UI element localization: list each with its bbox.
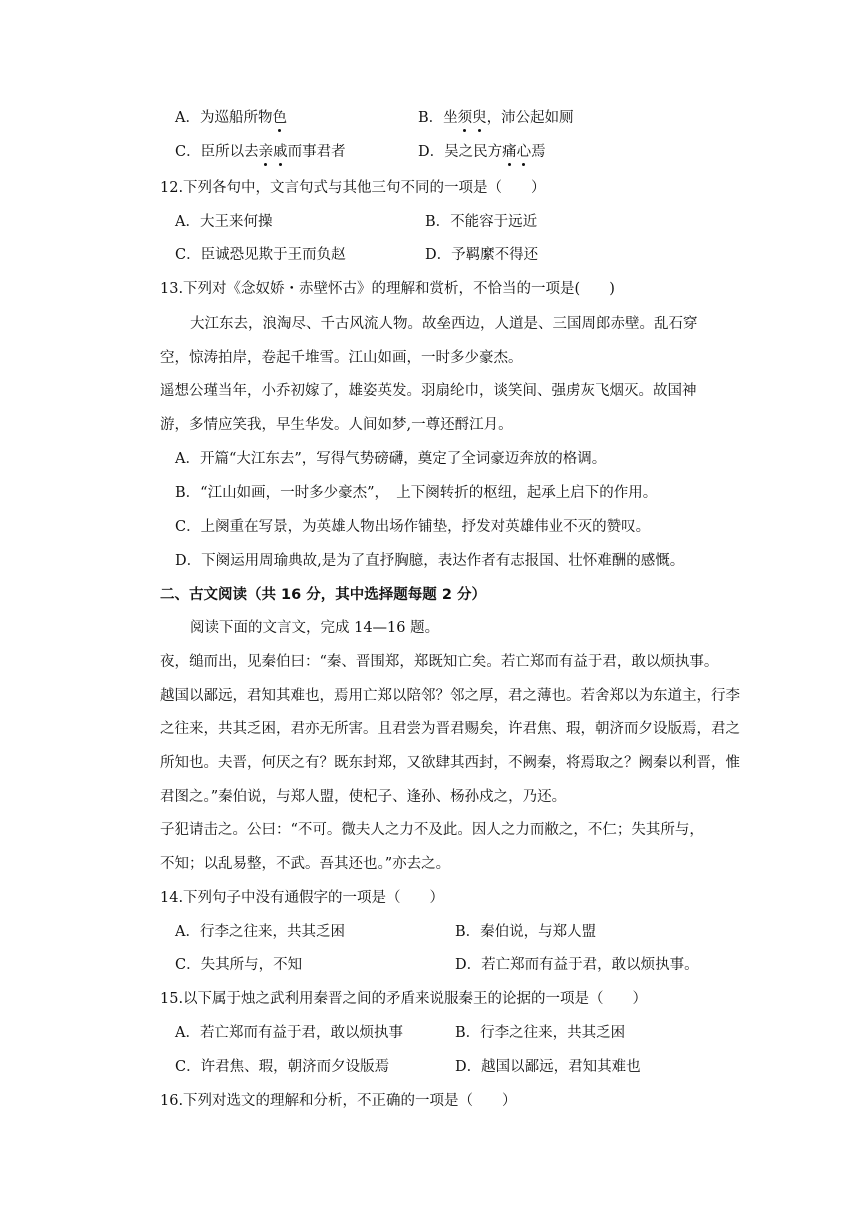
option-label: A．: [175, 110, 200, 126]
emphasized-char: 戚: [273, 144, 288, 160]
emphasized-char: 亲: [258, 144, 274, 160]
q11-option-d: [418, 142, 546, 162]
option-text: 臣所以去: [200, 144, 259, 160]
q14-option-a: A．行李之往来，共其乏困: [175, 924, 345, 940]
q13-stem: 13.下列对《念奴娇・赤壁怀古》的理解和赏析，不恰当的一项是( ): [160, 281, 615, 297]
option-text: 而事君者: [287, 144, 346, 160]
passage-line: 夜，缒而出，见秦伯曰：“秦、晋围郑，郑既知亡矣。若亡郑而有益于君，敢以烦执事。: [160, 654, 719, 670]
emphasized-char: 臾: [472, 110, 487, 126]
poem-line-1: 大江东去，浪淘尽、千古风流人物。故垒西边，人道是、三国周郎赤壁。乱石穿: [190, 316, 698, 332]
q12-option-d: D．予羁縻不得还: [425, 247, 539, 263]
option-label: B．: [418, 110, 444, 126]
q13-option-b: B．“江山如画，一时多少豪杰”， 上下阕转折的枢纽，起承上启下的作用。: [175, 485, 658, 501]
passage-line: 子犯请击之。公曰：“不可。微夫人之力不及此。因人之力而敝之，不仁；失其所与，: [160, 822, 704, 838]
option-text: ，沛公起如厕: [486, 110, 574, 126]
q15-stem: 15.以下属于烛之武利用秦晋之间的矛盾来说服秦王的论据的一项是（ ）: [160, 991, 648, 1007]
emphasized-char: 须: [457, 110, 473, 126]
option-text: 焉: [531, 144, 546, 160]
passage-line: 所知也。夫晋，何厌之有？既东封郑，又欲肆其西封，不阙秦，将焉取之？阙秦以利晋，惟: [160, 755, 740, 771]
option-text: 为巡船所物: [199, 110, 273, 126]
option-label: C．: [175, 144, 201, 160]
passage-line: 之往来，共其乏困，君亦无所害。且君尝为晋君赐矣，许君焦、瑕，朝济而夕设版焉，君之: [160, 721, 740, 737]
emphasized-char: 色: [272, 110, 287, 126]
option-text: 坐: [443, 110, 458, 126]
poem-line-2: 空，惊涛拍岸，卷起千堆雪。江山如画，一时多少豪杰。: [160, 350, 523, 366]
poem-line-3: 遥想公瑾当年，小乔初嫁了，雄姿英发。羽扇纶巾，谈笑间、强虏灰飞烟灭。故国神: [160, 383, 697, 399]
poem-line-4: 游，多情应笑我，早生华发。人间如梦,一尊还酹江月。: [160, 417, 513, 433]
q15-option-d: D．越国以鄙远，君知其难也: [455, 1059, 641, 1075]
q14-option-d: D．若亡郑而有益于君，敢以烦执事。: [455, 957, 699, 973]
passage-line: 君图之。”秦伯说，与郑人盟，使杞子、逢孙、杨孙戍之，乃还。: [160, 789, 567, 805]
passage-line: 越国以鄙远，君知其难也，焉用亡郑以陪邻？邻之厚，君之薄也。若舍郑以为东道主，行李: [160, 688, 740, 704]
q12-option-c: C．臣诚恐见欺于王而负赵: [175, 247, 346, 263]
emphasized-word: [458, 110, 487, 126]
q12-option-b: B．不能容于远近: [425, 214, 538, 230]
emphasized-char: 心: [516, 144, 532, 160]
emphasized-char: [259, 144, 288, 160]
section-heading: 二、古文阅读（共 16 分，其中选择题每题 2 分）: [160, 587, 486, 603]
q11-option-b: [418, 108, 574, 128]
passage-line: 不知；以乱易整，不武。吾其还也。”亦去之。: [160, 856, 451, 872]
q11-option-a: [175, 108, 287, 128]
q13-option-a: A．开篇“大江东去”，写得气势磅礴，奠定了全词豪迈奔放的格调。: [175, 451, 607, 467]
q14-option-b: B．秦伯说，与郑人盟: [455, 924, 597, 940]
q11-option-c: [175, 142, 346, 162]
q15-option-c: C．许君焦、瑕，朝济而夕设版焉: [175, 1059, 390, 1075]
q16-stem: 16.下列对选文的理解和分析，不正确的一项是（ ）: [160, 1093, 517, 1109]
emphasized-char: 痛: [502, 144, 517, 160]
emphasized-char: [458, 110, 487, 126]
q12-option-a: A．大王来何操: [175, 214, 273, 230]
q15-option-b: B．行李之往来，共其乏困: [455, 1025, 626, 1041]
q13-option-c: C．上阕重在写景，为英雄人物出场作铺垫，抒发对英雄伟业不灭的赞叹。: [175, 519, 651, 535]
option-text: 吴之民方: [444, 144, 503, 160]
option-label: D．: [418, 144, 445, 160]
q15-option-a: A．若亡郑而有益于君，敢以烦执事: [175, 1025, 403, 1041]
q13-option-d: D．下阕运用周瑜典故,是为了直抒胸臆，表达作者有志报国、壮怀难酬的感慨。: [175, 553, 685, 569]
q14-option-c: C．失其所与，不知: [175, 957, 303, 973]
emphasized-char: [502, 144, 531, 160]
section-instruction: 阅读下面的文言文，完成 14—16 题。: [190, 620, 440, 636]
q14-stem: 14.下列句子中没有通假字的一项是（ ）: [160, 890, 445, 906]
q12-stem: 12.下列各句中，文言句式与其他三句不同的一项是（ ）: [160, 180, 546, 196]
